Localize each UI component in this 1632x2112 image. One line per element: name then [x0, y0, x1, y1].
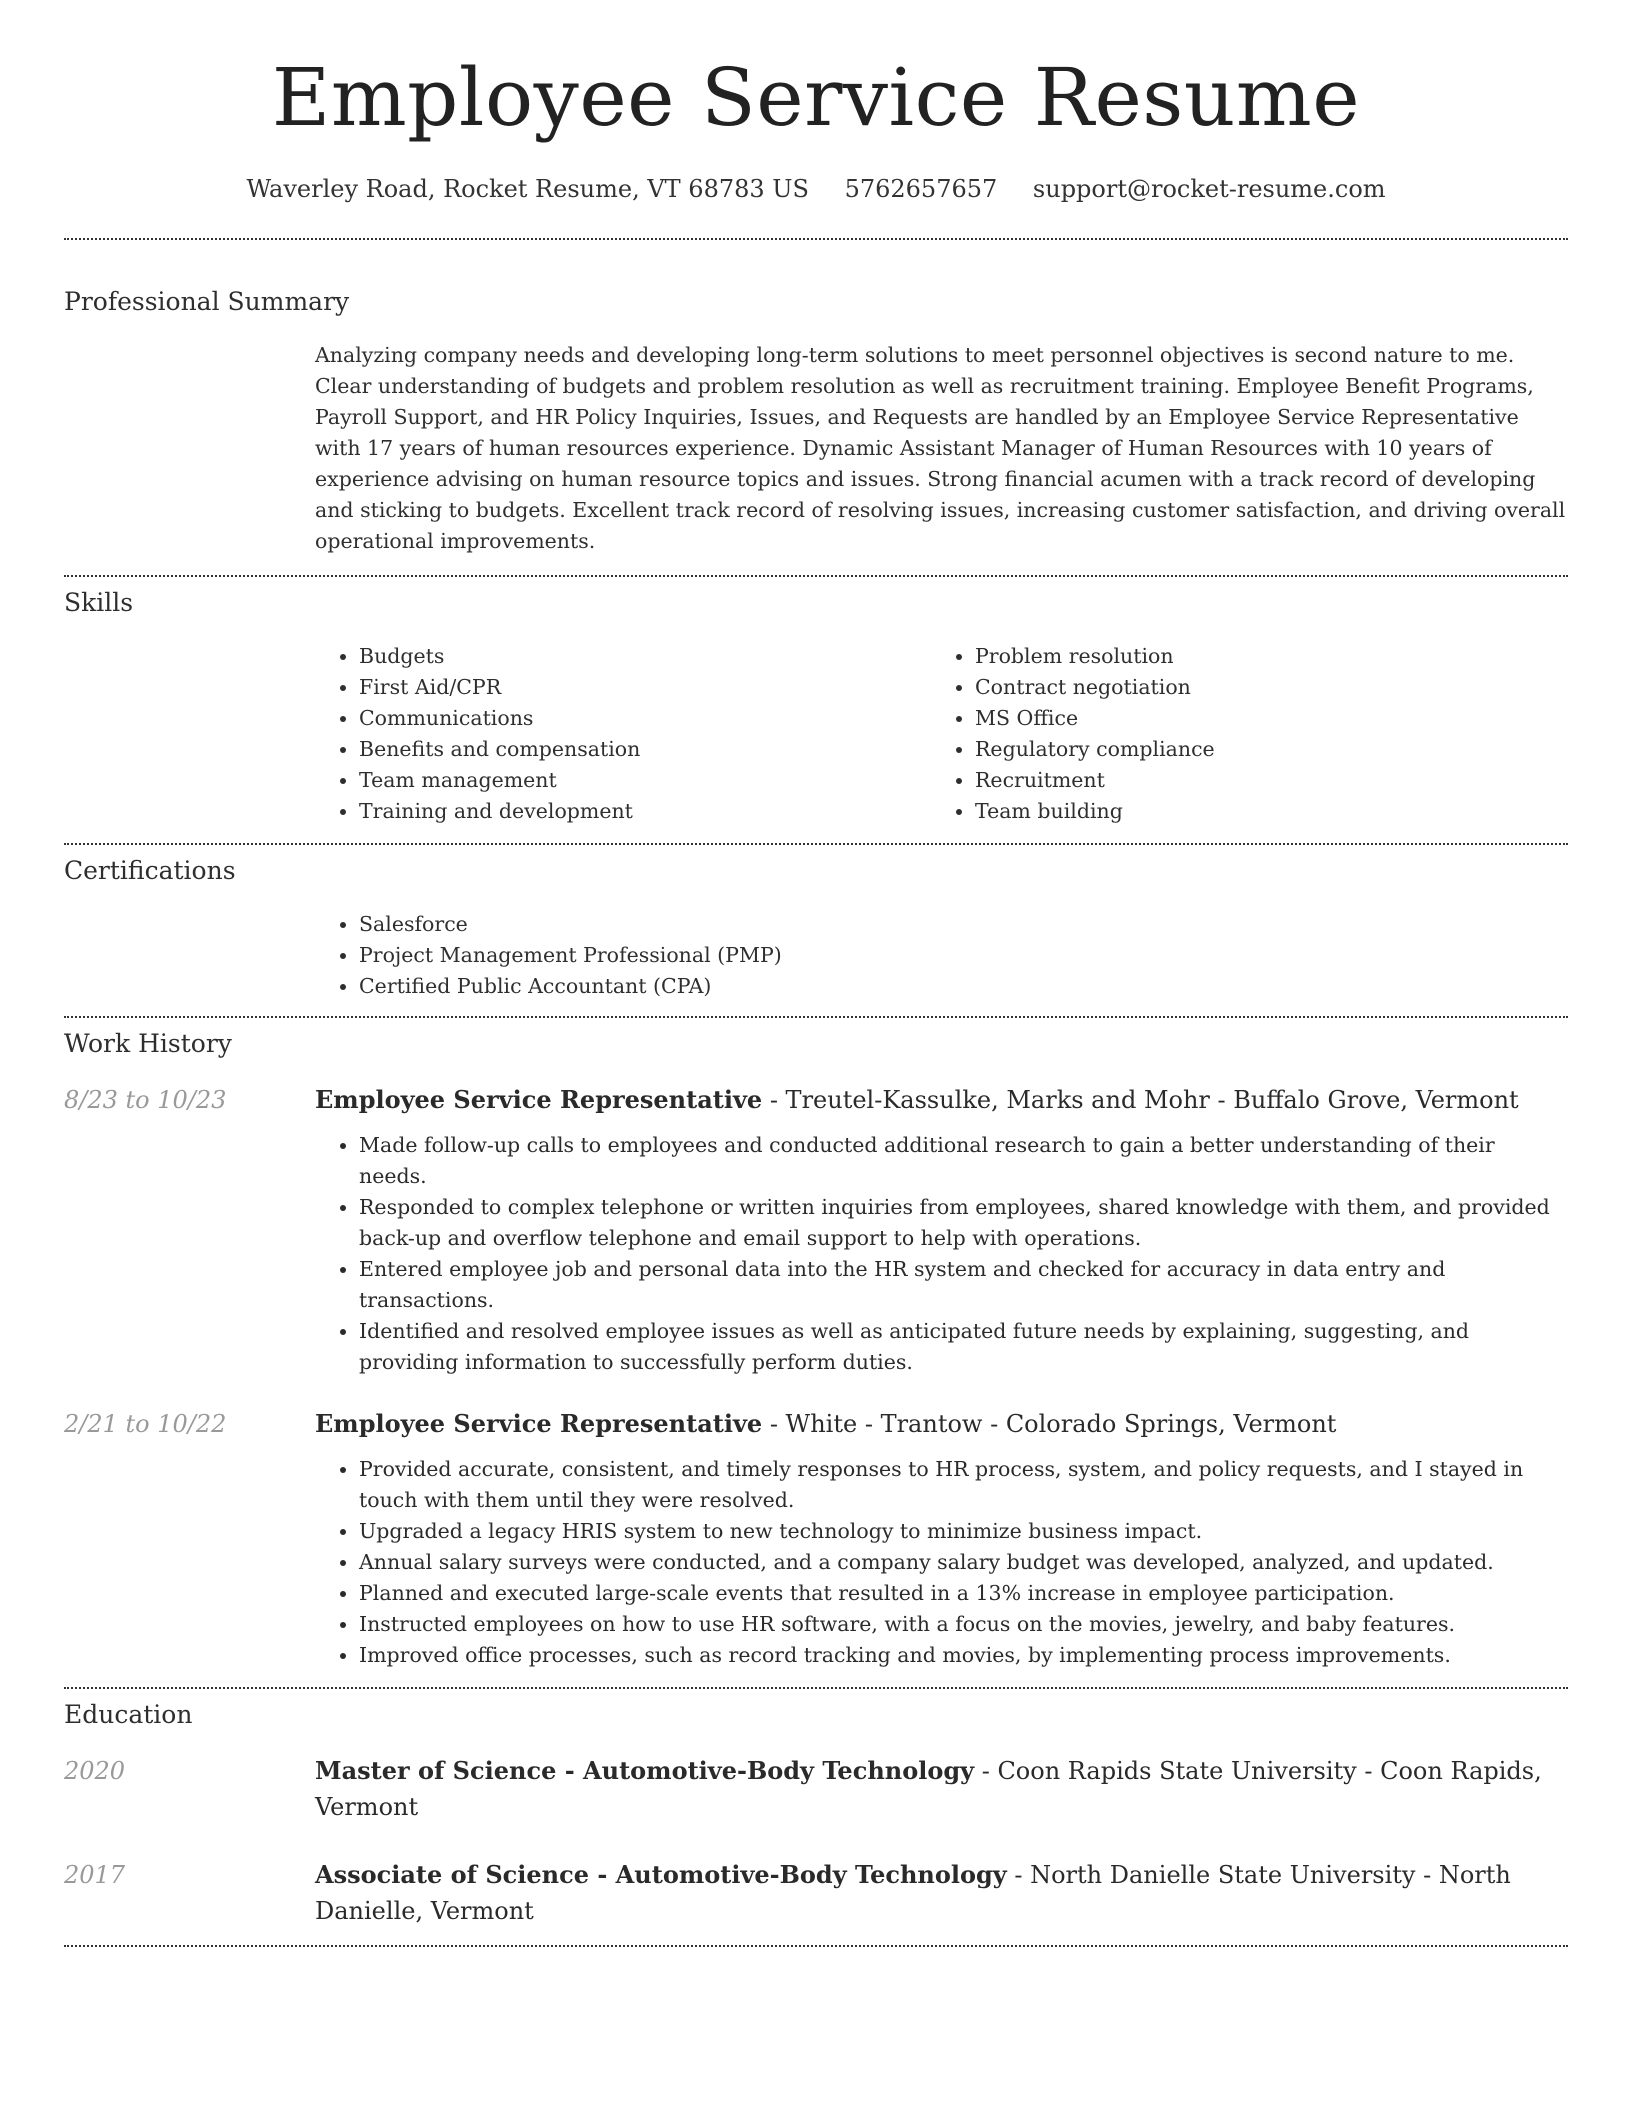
job-role: Employee Service Representative: [315, 1409, 763, 1438]
certifications-title: Certifications: [64, 856, 236, 885]
skill-item: • MS Office: [975, 703, 1547, 734]
job-bullets: [315, 1130, 1568, 1378]
resume-name: Employee Service Resume: [271, 51, 1361, 144]
education-entry: [64, 1857, 1568, 1929]
skill-item: • Training and development: [359, 796, 931, 827]
skill-item: • Problem resolution: [975, 641, 1547, 672]
job-dates: 2/21 to 10/22: [64, 1410, 227, 1438]
skill-item: • Benefits and compensation: [359, 734, 931, 765]
job-bullet: • Made follow-up calls to employees and conducted additional research to gain a better understanding of their needs.: [359, 1130, 1568, 1192]
job-bullet-list: [315, 1454, 1568, 1671]
education-year: 2020: [64, 1757, 126, 1785]
job-entry: [64, 1406, 1568, 1671]
summary-title: Professional Summary: [64, 287, 350, 316]
education-details: - Coon Rapids State University - Coon Rapids, Vermont: [315, 1757, 1542, 1821]
certifications-section: [64, 845, 1568, 1002]
job-bullet: • Annual salary surveys were conducted, and a company salary budget was developed, analyzed, and updated.: [359, 1547, 1568, 1578]
job-bullet: • Identified and resolved employee issues as well as anticipated future needs by explaining, suggesting, and providing information to successfully perform duties.: [359, 1316, 1568, 1378]
job-bullet: • Instructed employees on how to use HR software, with a focus on the movies, jewelry, and baby features.: [359, 1609, 1568, 1640]
job-bullet: • Responded to complex telephone or written inquiries from employees, shared knowledge with them, and provided back-up and overflow telephone and email support to help with operations.: [359, 1192, 1568, 1254]
job-bullet-list: [315, 1130, 1568, 1378]
work-section: [64, 1018, 1568, 1671]
education-degree: Associate of Science - Automotive-Body Technology: [315, 1860, 1007, 1889]
job-bullet: • Upgraded a legacy HRIS system to new technology to minimize business impact.: [359, 1516, 1568, 1547]
education-section: [64, 1689, 1568, 1929]
skills-section: [64, 577, 1568, 827]
job-dates: 8/23 to 10/23: [64, 1086, 227, 1114]
resume-header: [64, 0, 1568, 204]
education-title-line: [315, 1753, 1568, 1825]
job-details: - Treutel-Kassulke, Marks and Mohr - Buffalo Grove, Vermont: [762, 1086, 1519, 1114]
work-title: Work History: [64, 1029, 232, 1058]
skills-list-right: [931, 641, 1547, 827]
job-bullet: • Planned and executed large-scale events that resulted in a 13% increase in employee participation.: [359, 1578, 1568, 1609]
skill-item: • Team building: [975, 796, 1547, 827]
skills-title: Skills: [64, 588, 134, 617]
certification-item: • Project Management Professional (PMP): [359, 940, 1568, 971]
skills-grid: [315, 641, 1568, 827]
job-title: [315, 1082, 1568, 1118]
contact-address: Waverley Road, Rocket Resume, VT 68783 US: [246, 175, 809, 203]
job-role: Employee Service Representative: [315, 1085, 763, 1114]
education-title-line: [315, 1857, 1568, 1929]
skill-item: • Budgets: [359, 641, 931, 672]
contact-phone: 5762657657: [844, 175, 998, 203]
education-year: 2017: [64, 1861, 126, 1889]
job-bullet: • Provided accurate, consistent, and timely responses to HR process, system, and policy requests, and I stayed in touch with them until they were resolved.: [359, 1454, 1568, 1516]
education-details: - North Danielle State University - North Danielle, Vermont: [315, 1861, 1511, 1925]
summary-text: Analyzing company needs and developing long-term solutions to meet personnel objectives is second nature to me. Clear understanding of budgets and problem resolution as well as recruitment training. Employee Benefit Programs, Payroll Support, and HR Policy Inquiries, Issues, and Requests are handled by an Employee Service Representative with 17 years of human resources experience. Dynamic Assistant Manager of Human Resources with 10 years of experience advising on human resource topics and issues. Strong financial acumen with a track record of developing and sticking to budgets. Excellent track record of resolving issues, increasing customer satisfaction, and driving overall operational improvements.: [315, 343, 1566, 553]
summary-content: [315, 340, 1568, 557]
job-bullet: • Entered employee job and personal data into the HR system and checked for accuracy in data entry and transactions.: [359, 1254, 1568, 1316]
contact-email: support@rocket-resume.com: [1032, 175, 1386, 203]
skills-list-left: [315, 641, 931, 827]
job-header: [64, 1406, 1568, 1442]
skill-item: • First Aid/CPR: [359, 672, 931, 703]
job-header: [64, 1082, 1568, 1118]
job-details: - White - Trantow - Colorado Springs, Vermont: [762, 1410, 1337, 1438]
job-bullet: • Improved office processes, such as record tracking and movies, by implementing process improvements.: [359, 1640, 1568, 1671]
skill-item: • Recruitment: [975, 765, 1547, 796]
education-degree: Master of Science - Automotive-Body Technology: [315, 1756, 975, 1785]
education-divider: [64, 1945, 1568, 1947]
certifications-content: [315, 909, 1568, 1002]
skill-item: • Communications: [359, 703, 931, 734]
education-title: Education: [64, 1700, 193, 1729]
skill-item: • Team management: [359, 765, 931, 796]
contact-line: [64, 174, 1568, 204]
summary-section: [64, 240, 1568, 557]
skill-item: • Contract negotiation: [975, 672, 1547, 703]
certification-item: • Certified Public Accountant (CPA): [359, 971, 1568, 1002]
skill-item: • Regulatory compliance: [975, 734, 1547, 765]
certifications-list: [315, 909, 1568, 1002]
job-title: [315, 1406, 1568, 1442]
job-entry: [64, 1082, 1568, 1378]
job-bullets: [315, 1454, 1568, 1671]
certification-item: • Salesforce: [359, 909, 1568, 940]
education-entry: [64, 1753, 1568, 1825]
